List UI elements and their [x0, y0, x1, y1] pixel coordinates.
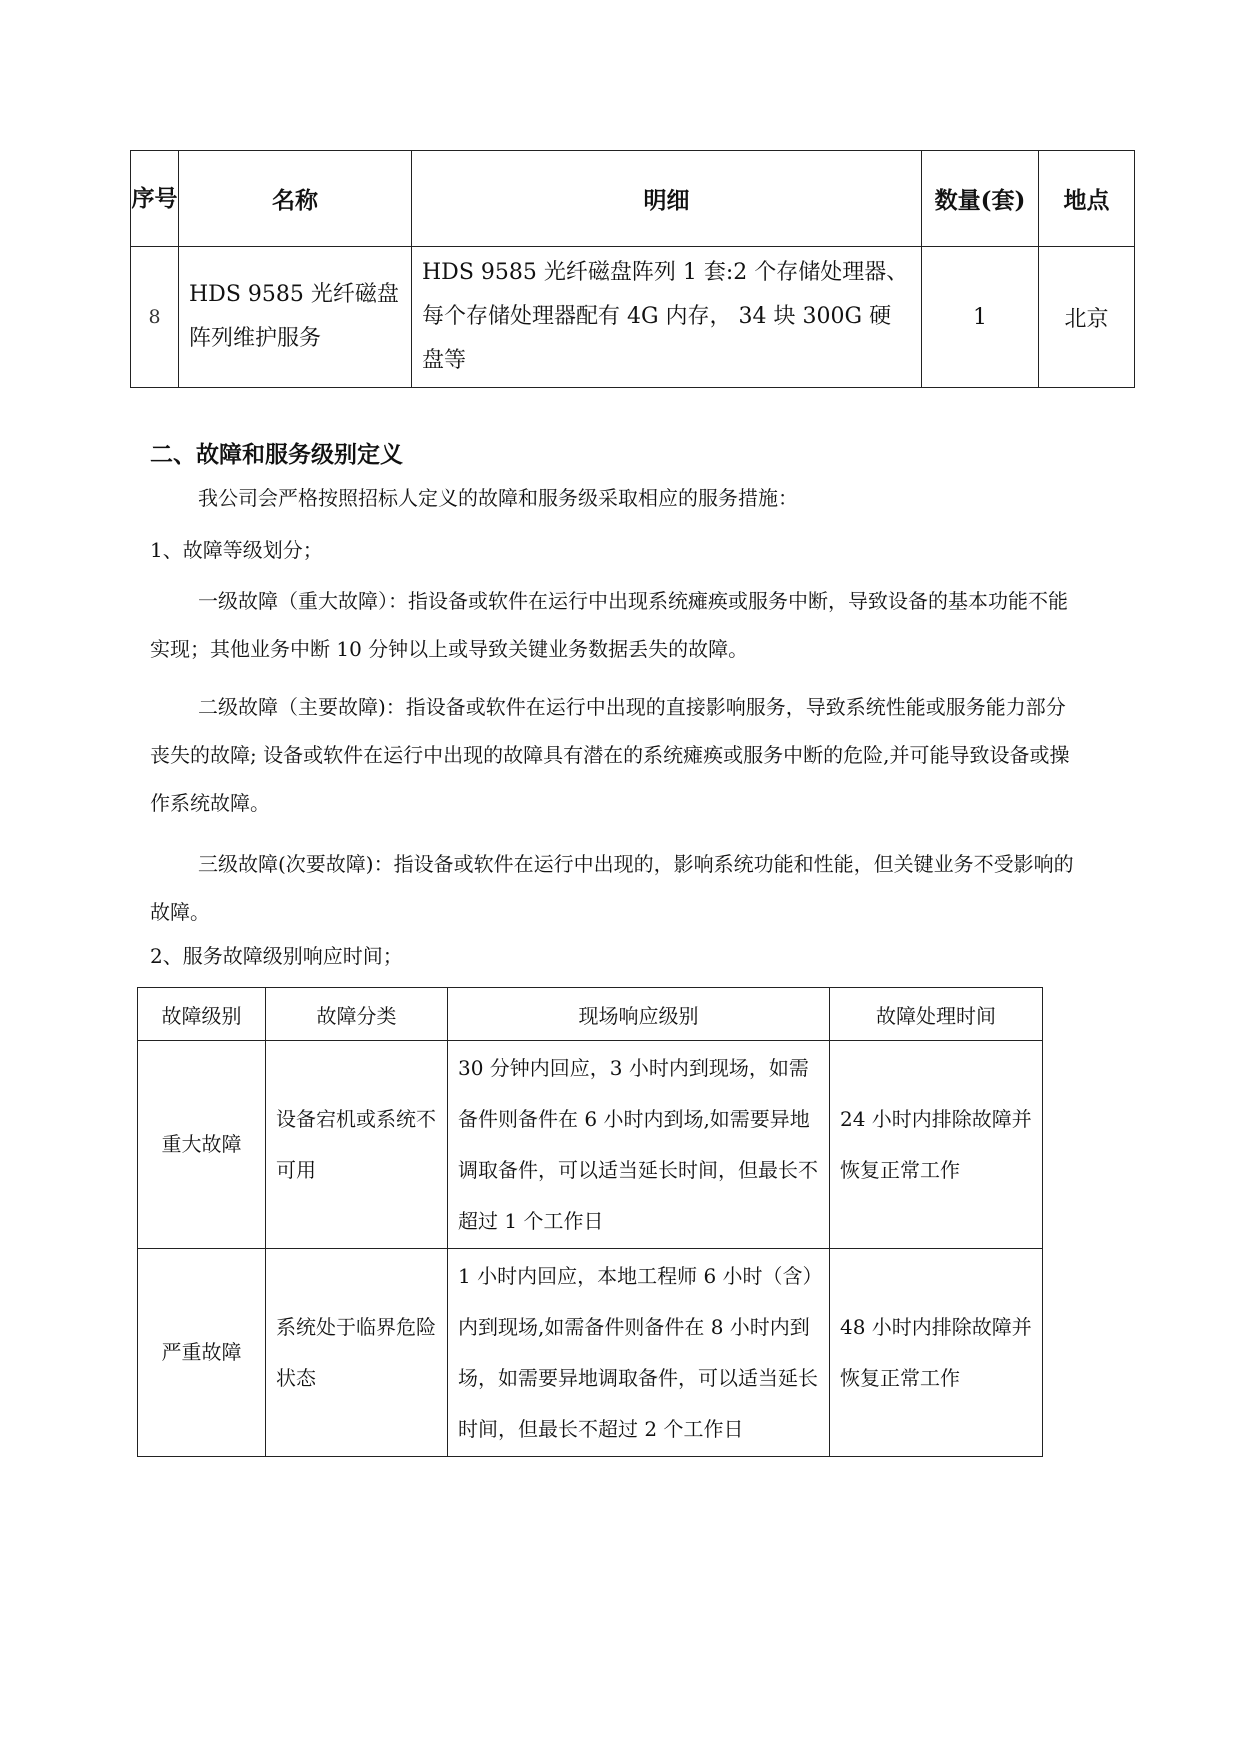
cell-level: 重大故障: [138, 1041, 266, 1249]
header-handling: 故障处理时间: [830, 988, 1043, 1041]
cell-level: 严重故障: [138, 1249, 266, 1457]
header-seq: 序号: [131, 151, 179, 247]
intro-paragraph: 我公司会严格按照招标人定义的故障和服务级采取相应的服务措施：: [198, 486, 798, 510]
header-response: 现场响应级别: [448, 988, 830, 1041]
cell-category: 设备宕机或系统不可用: [266, 1041, 448, 1249]
equipment-table-header: [131, 151, 1135, 247]
cell-seq: 8: [131, 247, 179, 388]
cell-detail: HDS 9585 光纤磁盘阵列 1 套:2 个存储处理器、每个存储处理器配有 4G 内存， 34 块 300G 硬盘等: [412, 247, 922, 388]
subheading-response-time: 2、服务故障级别响应时间；: [150, 944, 403, 968]
level2-paragraph: 二级故障（主要故障)：指设备或软件在运行中出现的直接影响服务，导致系统性能或服务能力部分丧失的故障; 设备或软件在运行中出现的故障具有潜在的系统瘫痪或服务中断的危险,并可能导致设备或操作系统故障。: [150, 695, 1070, 815]
header-level: 故障级别: [138, 988, 266, 1041]
response-table-header: [138, 988, 1043, 1041]
level1-paragraph: 一级故障（重大故障）：指设备或软件在运行中出现系统瘫痪或服务中断，导致设备的基本功能不能实现；其他业务中断 10 分钟以上或导致关键业务数据丢失的故障。: [150, 589, 1068, 661]
header-category: 故障分类: [266, 988, 448, 1041]
cell-handling: 24 小时内排除故障并恢复正常工作: [830, 1041, 1043, 1249]
section-title: 二、故障和服务级别定义: [150, 441, 403, 468]
cell-response: 30 分钟内回应，3 小时内到现场，如需备件则备件在 6 小时内到场,如需要异地调取备件，可以适当延长时间，但最长不超过 1 个工作日: [448, 1041, 830, 1249]
header-location: 地点: [1039, 151, 1135, 247]
cell-response: 1 小时内回应，本地工程师 6 小时（含）内到现场,如需备件则备件在 8 小时内到场，如需要异地调取备件，可以适当延长时间，但最长不超过 2 个工作日: [448, 1249, 830, 1457]
cell-handling: 48 小时内排除故障并恢复正常工作: [830, 1249, 1043, 1457]
level3-paragraph: 三级故障(次要故障)：指设备或软件在运行中出现的，影响系统功能和性能，但关键业务不受影响的故障。: [150, 852, 1074, 924]
cell-name: HDS 9585 光纤磁盘阵列维护服务: [179, 247, 412, 388]
equipment-table: [130, 150, 1135, 388]
subheading-fault-levels: 1、故障等级划分；: [150, 538, 323, 562]
cell-qty: 1: [922, 247, 1039, 388]
cell-category: 系统处于临界危险状态: [266, 1249, 448, 1457]
header-detail: 明细: [412, 151, 922, 247]
response-table: [137, 987, 1043, 1457]
header-qty: 数量(套): [922, 151, 1039, 247]
table-row: [131, 247, 1135, 388]
table-row: [138, 1041, 1043, 1249]
header-name: 名称: [179, 151, 412, 247]
cell-location: 北京: [1039, 247, 1135, 388]
table-row: [138, 1249, 1043, 1457]
